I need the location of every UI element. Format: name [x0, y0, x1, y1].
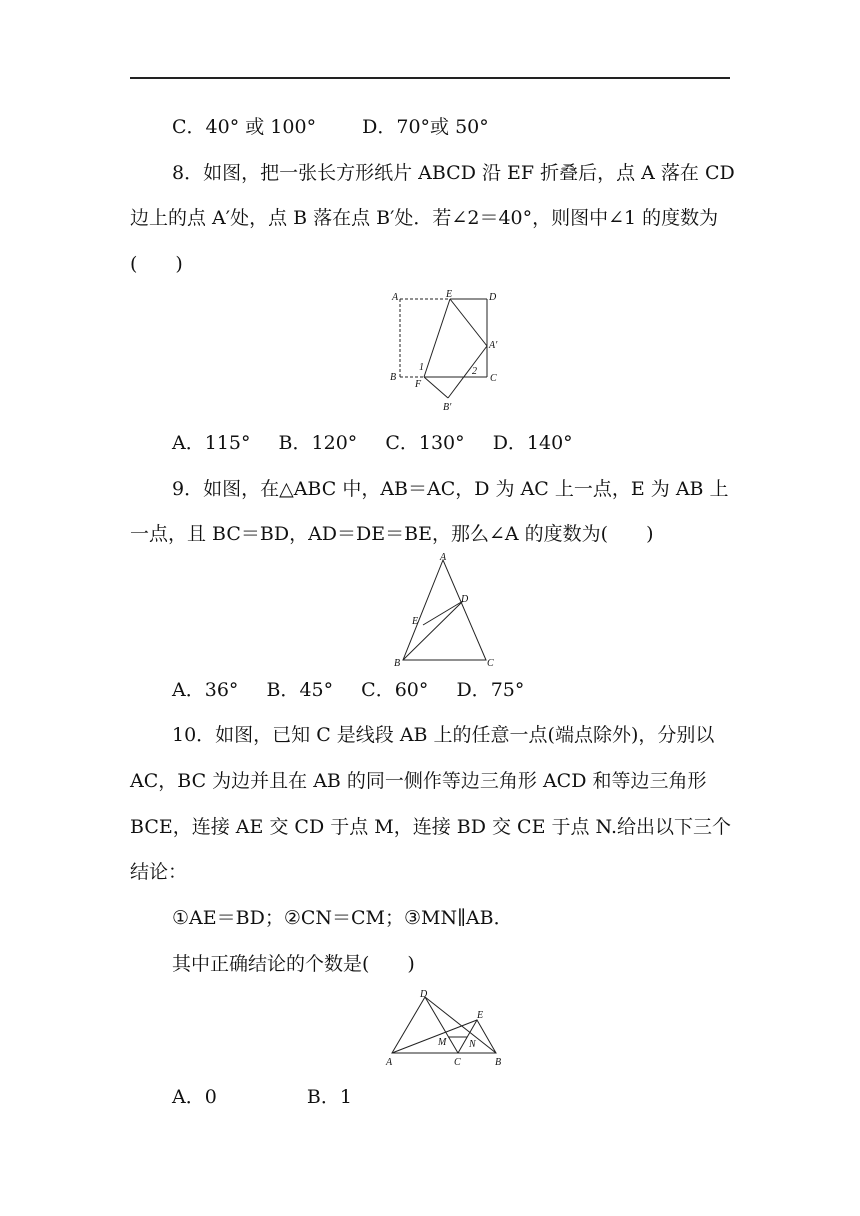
- q8-edge-ea: [450, 299, 487, 346]
- q10-label-a: A: [386, 1057, 393, 1068]
- q10-question: 其中正确结论的个数是( ): [172, 953, 415, 975]
- q8-option-a[interactable]: A．115°: [172, 432, 251, 454]
- q10-stem-line4: 结论：: [130, 861, 188, 883]
- q8-stem-line3: ( ): [130, 253, 183, 275]
- q9-segment-bd: [403, 601, 463, 660]
- q8-label-angle2: 2: [472, 366, 477, 377]
- q10-figure: [380, 985, 510, 1070]
- q10-label-e: E: [477, 1010, 484, 1021]
- q8-edge-ab-prime: [448, 346, 487, 398]
- q10-option-a[interactable]: A．0: [172, 1086, 217, 1108]
- q8-label-f: F: [415, 379, 422, 390]
- q9-options: [172, 677, 732, 703]
- q8-label-a: A: [392, 292, 399, 303]
- q9-option-a[interactable]: A．36°: [172, 679, 239, 701]
- q9-label-a: A: [440, 552, 447, 563]
- q9-segment-ed: [423, 601, 463, 625]
- q8-label-angle1: 1: [419, 362, 424, 373]
- q9-option-b[interactable]: B．45°: [266, 679, 334, 701]
- q9-label-b: B: [394, 658, 401, 669]
- q8-label-b: B: [390, 372, 397, 383]
- q8-stem-line1: 8．如图，把一张长方形纸片 ABCD 沿 EF 折叠后，点 A 落在 CD: [172, 162, 735, 184]
- q9-label-e: E: [412, 616, 419, 627]
- q10-conclusions: ①AE＝BD；②CN＝CM；③MN∥AB．: [172, 907, 513, 929]
- q7-option-c[interactable]: C．40° 或 100°: [172, 116, 317, 138]
- q8-stem-line2: 边上的点 A′处，点 B 落在点 B′处．若∠2＝40°，则图中∠1 的度数为: [130, 207, 719, 229]
- q10-stem-line3: BCE，连接 AE 交 CD 于点 M，连接 BD 交 CE 于点 N.给出以下三个: [130, 816, 731, 838]
- q10-label-m: M: [438, 1037, 447, 1048]
- q8-label-d: D: [489, 292, 497, 303]
- q8-label-b-prime: B′: [443, 402, 452, 413]
- q8-fold-ef: [424, 299, 450, 377]
- q9-option-d[interactable]: D．75°: [456, 679, 525, 701]
- q10-label-c: C: [454, 1057, 461, 1068]
- q8-label-c: C: [490, 373, 497, 384]
- q8-label-a-prime: A′: [489, 340, 498, 351]
- q8-label-e: E: [446, 289, 453, 300]
- q8-option-b[interactable]: B．120°: [278, 432, 358, 454]
- q10-stem-line2: AC，BC 为边并且在 AB 的同一侧作等边三角形 ACD 和等边三角形: [130, 770, 707, 792]
- top-rule: [130, 77, 730, 79]
- q8-option-c[interactable]: C．130°: [385, 432, 465, 454]
- q9-stem-line2: 一点，且 BC＝BD，AD＝DE＝BE，那么∠A 的度数为( ): [130, 523, 654, 545]
- q8-option-d[interactable]: D．140°: [492, 432, 573, 454]
- q9-stem-line1: 9．如图，在△ABC 中，AB＝AC，D 为 AC 上一点，E 为 AB 上: [172, 478, 729, 500]
- q7-options: [172, 114, 732, 140]
- q9-triangle-abc: [403, 560, 486, 660]
- q10-triangle-acd: [392, 997, 458, 1053]
- q8-options: [172, 430, 732, 456]
- q9-option-c[interactable]: C．60°: [361, 679, 429, 701]
- q9-label-d: D: [461, 594, 469, 605]
- q10-options: [172, 1084, 732, 1110]
- q10-label-d: D: [420, 989, 428, 1000]
- q7-option-d[interactable]: D．70°或 50°: [362, 116, 489, 138]
- q10-label-b: B: [495, 1057, 502, 1068]
- q8-figure: [380, 288, 505, 416]
- q9-figure: [388, 552, 500, 670]
- q10-label-n: N: [469, 1039, 476, 1050]
- q10-segment-bd: [425, 997, 496, 1053]
- q10-stem-line1: 10．如图，已知 C 是线段 AB 上的任意一点(端点除外)，分别以: [172, 724, 715, 746]
- q9-label-c: C: [487, 658, 494, 669]
- q8-edge-fb-prime: [424, 377, 448, 398]
- q10-option-b[interactable]: B．1: [306, 1086, 352, 1108]
